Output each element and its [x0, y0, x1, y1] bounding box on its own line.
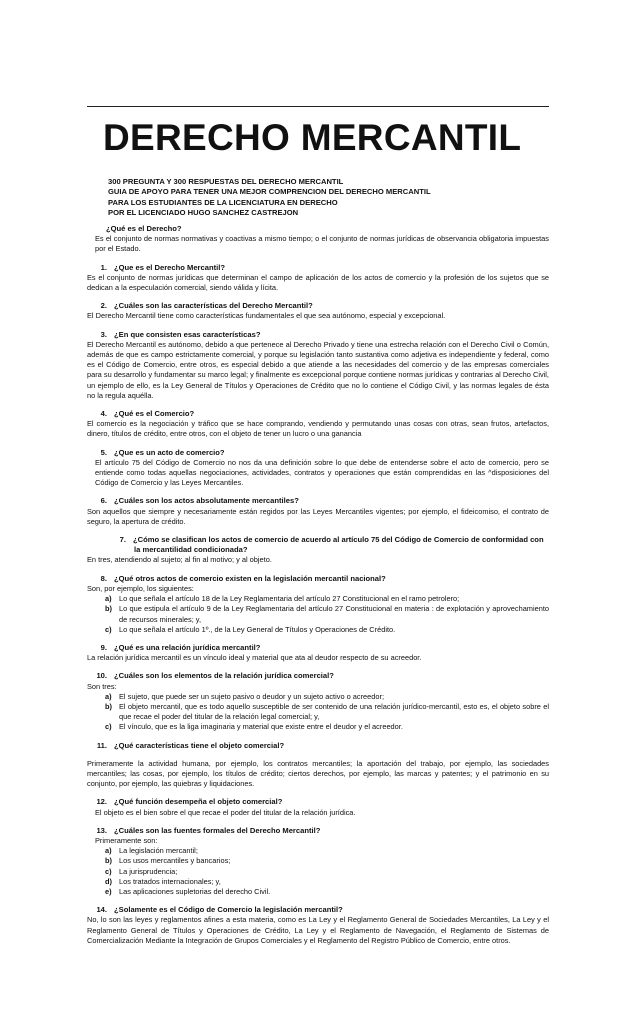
- list-letter: b): [105, 856, 112, 866]
- answer-list: [87, 594, 549, 635]
- qa-section: [87, 643, 549, 663]
- answer-list: [87, 846, 549, 897]
- question: 9. ¿Qué es una relación jurídica mercantil?: [87, 643, 549, 653]
- qa-section: [87, 574, 549, 635]
- question: 7. ¿Cómo se clasifican los actos de comercio de acuerdo al artículo 75 del Código de Comercio de conformidad con la mercantilidad condicionada?: [87, 535, 549, 555]
- qa-section: [87, 330, 549, 401]
- question-number: 9.: [100, 642, 107, 652]
- list-letter: d): [105, 876, 112, 886]
- answer: El comercio es la negociación y tráfico que se hace comprando, vendiendo y permutando unas cosas con otras, sean frutos, artefactos, dinero, títulos de crédito, entre otros, con el objeto de tener un lucro o una ganancia: [87, 419, 549, 439]
- question: 5. ¿Que es un acto de comercio?: [87, 448, 549, 458]
- question: 2. ¿Cuáles son las características del Derecho Mercantil?: [87, 301, 549, 311]
- list-item: b) Los usos mercantiles y bancarios;: [105, 856, 231, 866]
- list-item: e) Las aplicaciones supletorias del derecho Civil.: [105, 886, 271, 896]
- question: 10. ¿Cuáles son los elementos de la relación jurídica comercial?: [87, 671, 549, 681]
- question-number: 11.: [96, 740, 107, 750]
- list-letter: a): [105, 594, 112, 604]
- answer-list: [87, 692, 549, 733]
- intro-line: GUIA DE APOYO PARA TENER UNA MEJOR COMPRENCION DEL DERECHO MERCANTIL: [108, 187, 431, 197]
- list-item: b) El objeto mercantil, que es todo aquello susceptible de ser contenido de una relación jurídico-mercantil, esto es, el objeto sobre el que recae el poder del titular de la relación legal comercial; y,: [105, 701, 549, 722]
- answer: En tres, atendiendo al sujeto; al fin al motivo; y al objeto.: [87, 555, 272, 565]
- list-letter: b): [105, 701, 112, 711]
- question: 1. ¿Que es el Derecho Mercantil?: [87, 263, 549, 273]
- list-item: c) Lo que señala el artículo 1º., de la Ley General de Títulos y Operaciones de Crédito.: [105, 624, 396, 634]
- qa-section: [87, 905, 549, 946]
- qa-section: [87, 448, 549, 489]
- answer: Primeramente son:: [95, 835, 158, 845]
- qa-section: [87, 496, 549, 527]
- question-number: 2.: [100, 301, 107, 311]
- question: 3. ¿En que consisten esas características?: [87, 330, 549, 340]
- answer: El artículo 75 del Código de Comercio no nos da una definición sobre lo que debe de entenderse sobre el acto de comercio, pero se entiende como todas aquellas negociaciones, actividades, contratos y operaciones que están comprendidas en las ^disposiciones del Código de Comercio y las Leyes Mercantiles.: [95, 457, 549, 488]
- list-item: d) Los tratados internacionales; y,: [105, 876, 221, 886]
- question-number: 6.: [100, 496, 107, 506]
- answer: El Derecho Mercantil es autónomo, debido a que pertenece al Derecho Privado y tiene una estrecha relación con el Derecho Civil o Común, además de que es campo estrictamente comercial, y porque su legislación tanto sustantiva como adjetiva es independiente y federal, como es el Código de Comercio, entre otros, es especial debido a que atiende a las necesidades del comercio y de las empresas comerciales para su desarrollo y fundamentar su marco legal; y finalmente es excepcional porque contiene normas jurídicas y contrarias al Derecho Civil, un ejemplo de ello, es la Ley General de Títulos y Operaciones de Crédito que no lo contiene el Código Civil, y las normas legales de ésta no la regula aquélla.: [87, 339, 549, 400]
- answer: Son aquellos que siempre y necesariamente están regidos por las Leyes Mercantiles vigentes; por ejemplo, el fideicomiso, el contrato de seguro, la apertura de crédito.: [87, 506, 549, 526]
- list-letter: a): [105, 846, 112, 856]
- answer: No, lo son las leyes y reglamentos afines a esta materia, como es La Ley y el Reglamento General de Sociedades Mercantiles, La Ley y el Reglamento General de Títulos y Operaciones de Crédito, La Ley y el Reglamento de Navegación, el Reglamento de Sistemas de Comercialización Mediante la Integración de Grupos Comerciales y el Reglamento del Registro Público de Comercio, entre otros.: [87, 915, 549, 945]
- answer: El objeto es el bien sobre el que recae el poder del titular de la relación jurídica.: [95, 807, 356, 817]
- list-item: c) El vínculo, que es la liga imaginaria y material que existe entre el deudor y el acreedor.: [105, 722, 403, 732]
- intro-line: 300 PREGUNTA Y 300 RESPUESTAS DEL DERECHO MERCANTIL: [108, 177, 344, 186]
- question-number: 10.: [96, 671, 107, 681]
- intro-block: [108, 177, 548, 219]
- question-number: 14.: [96, 905, 107, 915]
- top-rule: [87, 106, 549, 107]
- list-letter: c): [105, 624, 112, 634]
- qa-section: [87, 741, 549, 790]
- qa-section: [87, 263, 549, 294]
- list-letter: c): [105, 722, 112, 732]
- list-item: a) Lo que señala el artículo 18 de la Ley Reglamentaria del artículo 27 Constitucional en el ramo petrolero;: [105, 594, 460, 604]
- list-item: c) La jurisprudencia;: [105, 866, 178, 876]
- question-number: 12.: [96, 797, 107, 807]
- answer: Es el conjunto de normas normativas y coactivas a mismo tiempo; o el conjunto de normas jurídicas de observancia obligatoria impuestas por el Estado.: [95, 234, 549, 254]
- list-letter: c): [105, 866, 112, 876]
- question: 8. ¿Qué otros actos de comercio existen en la legislación mercantil nacional?: [87, 574, 549, 584]
- list-letter: a): [105, 691, 112, 701]
- question: 11. ¿Qué características tiene el objeto comercial?: [87, 741, 549, 751]
- qa-section: [87, 826, 549, 897]
- question: 4. ¿Qué es el Comercio?: [87, 409, 549, 419]
- answer: Es el conjunto de normas jurídicas que determinan el campo de aplicación de los actos de comercio y la profesión de los sujetos que se dedican a la especulación comercial, siendo válida y lícita.: [87, 272, 549, 293]
- question: 12. ¿Qué función desempeña el objeto comercial?: [87, 797, 549, 807]
- qa-section: [87, 301, 549, 321]
- answer: El Derecho Mercantil tiene como características fundamentales el que sea autónomo, especial y excepcional.: [87, 311, 446, 321]
- question-number: 4.: [100, 409, 107, 419]
- qa-section: [87, 224, 549, 255]
- answer: Primeramente la actividad humana, por ejemplo, los contratos mercantiles; la aportación del trabajo, por ejemplo, las sociedades mercantiles; las cosas, por ejemplo, los títulos de crédito; ciertos derechos, por ejemplo, las marcas y patentes; y el patrimonio en su conjunto, por ejemplo, las quiebras y liquidaciones.: [87, 758, 549, 789]
- qa-section: [87, 409, 549, 440]
- question-number: 7.: [119, 535, 126, 545]
- list-letter: e): [105, 886, 112, 896]
- question-number: 8.: [100, 573, 107, 583]
- list-item: b) Lo que estipula el artículo 9 de la Ley Reglamentaria del artículo 27 Constitucional en materia : de explotación y aprovechamiento de recursos minerales; y,: [105, 604, 549, 624]
- answer: Son tres:: [87, 681, 117, 691]
- question: ¿Qué es el Derecho?: [106, 224, 182, 233]
- document-title: DERECHO MERCANTIL: [103, 117, 522, 158]
- intro-line: PARA LOS ESTUDIANTES DE LA LICENCIATURA EN DERECHO: [108, 197, 338, 207]
- list-letter: b): [105, 604, 112, 614]
- qa-content: [87, 224, 549, 946]
- question: 13. ¿Cuáles son las fuentes formales del Derecho Mercantil?: [87, 826, 549, 836]
- question: 6. ¿Cuáles son los actos absolutamente mercantiles?: [87, 496, 549, 506]
- qa-section: [87, 535, 549, 566]
- answer: Son, por ejemplo, los siguientes:: [87, 583, 194, 593]
- qa-section: [87, 671, 549, 732]
- list-item: a) La legislación mercantil;: [105, 846, 198, 856]
- list-item: a) El sujeto, que puede ser un sujeto pasivo o deudor y un sujeto activo o acreedor;: [105, 691, 385, 701]
- qa-section: [87, 797, 549, 817]
- question: 14. ¿Solamente es el Código de Comercio la legislación mercantil?: [87, 905, 549, 915]
- answer: La relación jurídica mercantil es un vínculo ideal y material que ata al deudor respecto de su acreedor.: [87, 653, 422, 663]
- intro-line: POR EL LICENCIADO HUGO SANCHEZ CASTREJON: [108, 208, 299, 218]
- question-number: 13.: [96, 825, 107, 835]
- question-number: 1.: [100, 262, 107, 272]
- question-number: 5.: [100, 447, 107, 457]
- question-number: 3.: [100, 329, 107, 339]
